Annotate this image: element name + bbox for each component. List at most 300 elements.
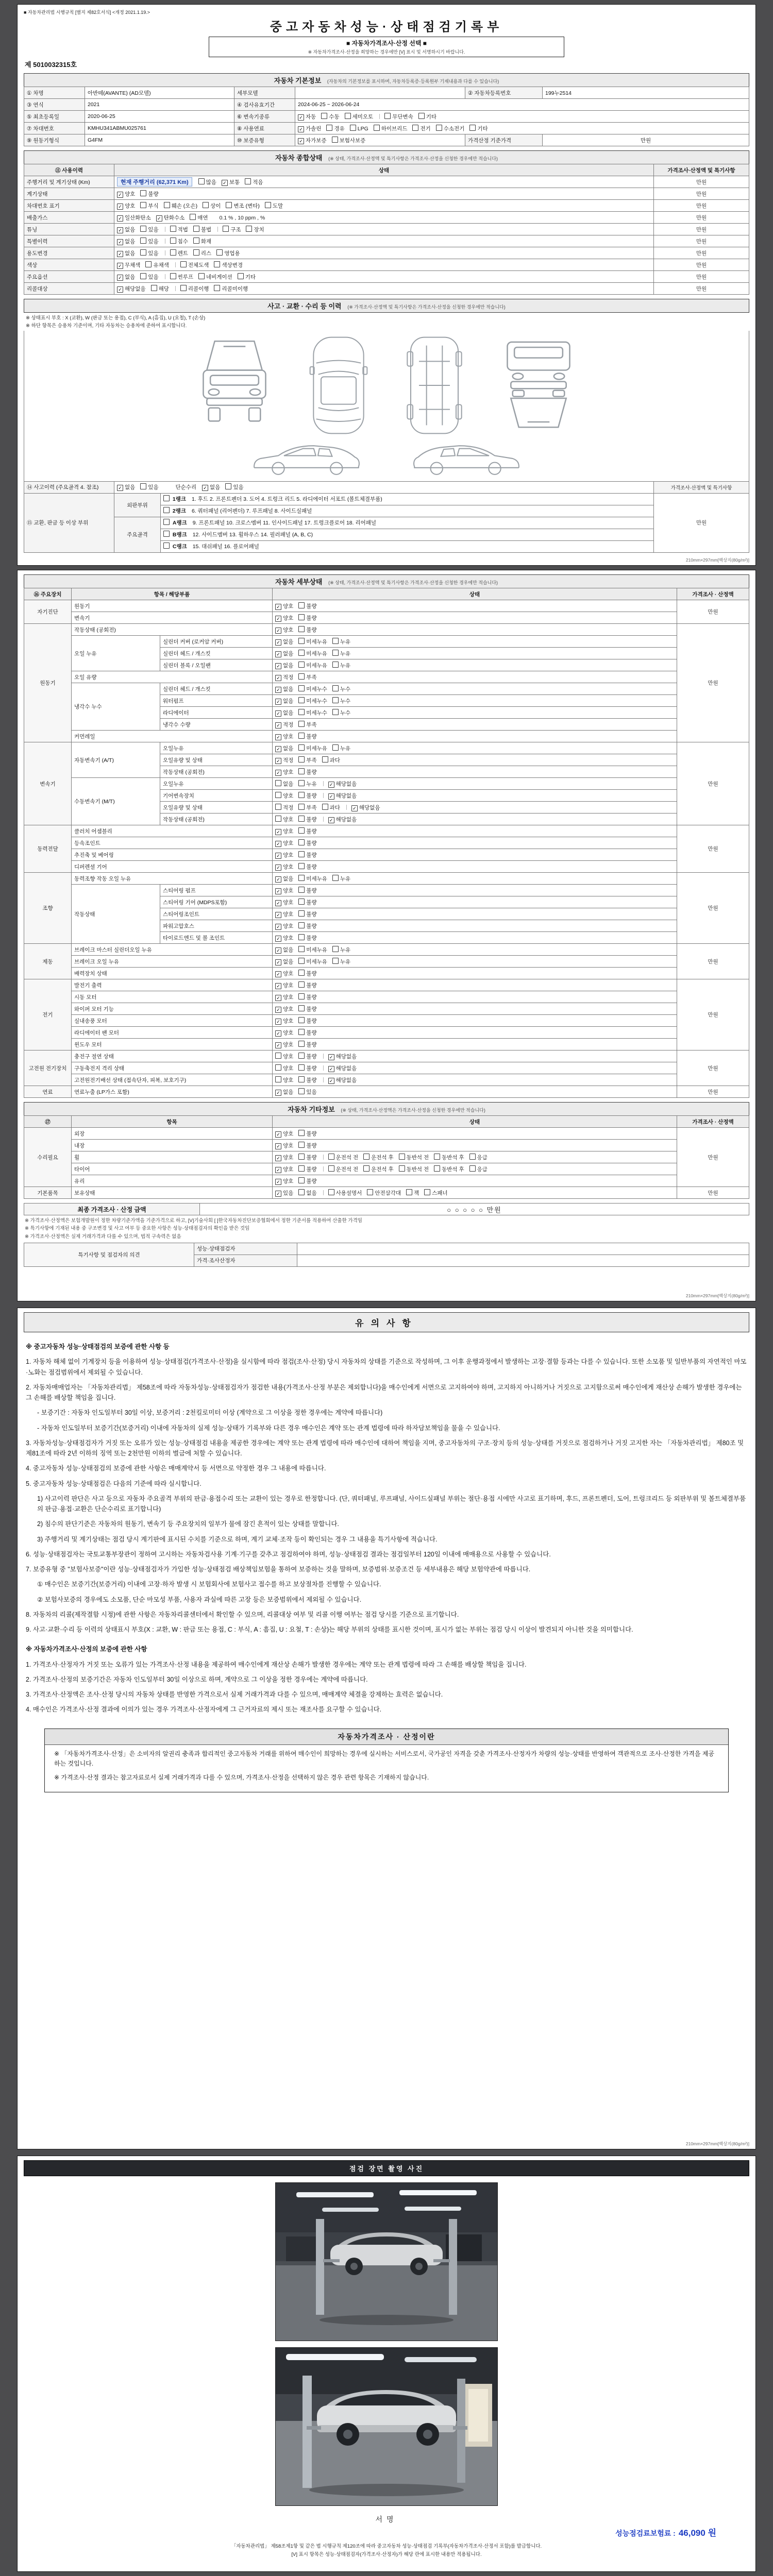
checkbox[interactable]	[226, 202, 232, 208]
subitem-label: 기어변속장치	[160, 790, 273, 802]
rank-label: A랭크	[172, 520, 187, 527]
checkbox[interactable]	[298, 887, 305, 893]
checkbox[interactable]: ✓	[275, 924, 281, 930]
notice-line: - 보증기간 : 자동차 인도일부터 30일 이상, 보증거리 : 2천킬로미터 이상 (계약으로 그 이상을 정한 경우에는 계약에 따릅니다)	[37, 1409, 383, 1417]
checkbox[interactable]	[322, 756, 328, 762]
price-survey-select-box	[209, 37, 564, 57]
checkbox[interactable]	[198, 273, 205, 279]
checkbox[interactable]	[367, 1189, 373, 1195]
checkbox[interactable]: ✓	[275, 1131, 281, 1138]
checkbox[interactable]: ✓	[222, 180, 228, 186]
checkbox[interactable]	[246, 226, 252, 232]
item-label: 리콜대상	[24, 283, 114, 295]
checkbox[interactable]	[384, 113, 391, 119]
checkbox[interactable]	[298, 970, 305, 976]
checkbox[interactable]	[298, 839, 305, 845]
checkbox[interactable]	[418, 113, 425, 119]
checkbox[interactable]: ✓	[275, 865, 281, 871]
checkbox-option	[275, 1131, 293, 1137]
checkbox[interactable]	[170, 249, 176, 256]
checkbox-label: 운전석 후	[371, 1154, 394, 1161]
checkbox[interactable]	[332, 875, 339, 881]
item-label: 내장	[72, 1140, 273, 1151]
detail-row	[24, 778, 749, 790]
checkbox[interactable]	[140, 202, 146, 208]
checkbox[interactable]	[298, 1064, 305, 1071]
checkbox[interactable]	[275, 1076, 281, 1082]
checkbox[interactable]	[275, 792, 281, 798]
checkbox-option	[436, 126, 465, 132]
checkbox[interactable]: ✓	[275, 675, 281, 681]
checkbox[interactable]: ✓	[275, 936, 281, 942]
checkbox[interactable]	[469, 1154, 476, 1160]
checkbox[interactable]	[298, 1130, 305, 1136]
checkbox[interactable]	[298, 697, 305, 703]
checkbox[interactable]: ✓	[298, 138, 304, 144]
checkbox[interactable]	[436, 125, 442, 131]
rank-label: C랭크	[172, 544, 187, 550]
checkbox[interactable]	[399, 1154, 405, 1160]
checkbox[interactable]	[298, 721, 305, 727]
checkbox[interactable]	[275, 1064, 281, 1071]
checkbox[interactable]: ✓	[275, 616, 281, 622]
checkbox[interactable]: ✓	[275, 639, 281, 646]
checkbox-label: 자가보증	[306, 137, 327, 144]
checkbox[interactable]	[170, 226, 176, 232]
checkbox[interactable]	[322, 804, 328, 810]
item-label: 발전기 출력	[72, 979, 273, 991]
checkbox[interactable]	[298, 1177, 305, 1183]
checkbox[interactable]	[298, 958, 305, 964]
checkbox-option	[418, 114, 436, 120]
fuel-options	[295, 123, 749, 134]
checkbox[interactable]	[469, 125, 476, 131]
etc-info-table	[24, 1115, 749, 1199]
checkbox-option	[117, 286, 146, 292]
checkbox-label: 무단변속	[392, 113, 413, 120]
checkbox[interactable]	[298, 934, 305, 940]
car-diagram-rear-view	[500, 336, 577, 437]
checkbox[interactable]: ✓	[275, 888, 281, 894]
checkbox[interactable]	[298, 1088, 305, 1094]
base-price-label: 가격산정 기준가격	[465, 134, 543, 146]
checkbox-option	[399, 1155, 429, 1161]
state-cell	[273, 1175, 677, 1187]
checkbox[interactable]	[298, 662, 305, 668]
checkbox[interactable]	[298, 816, 305, 822]
checkbox-option	[332, 686, 350, 692]
checkbox-option	[275, 876, 293, 882]
checkbox[interactable]	[298, 602, 305, 608]
state-cell	[273, 1140, 677, 1151]
checkbox[interactable]	[193, 249, 199, 256]
checkbox[interactable]	[163, 519, 170, 525]
checkbox[interactable]	[298, 875, 305, 881]
checkbox[interactable]	[225, 483, 231, 489]
detail-row	[24, 1039, 749, 1050]
checkbox-label: 불량	[306, 994, 317, 1001]
checkbox[interactable]	[332, 137, 338, 143]
checkbox[interactable]	[298, 1005, 305, 1011]
checkbox[interactable]: ✓	[117, 275, 123, 281]
checkbox[interactable]: ✓	[275, 971, 281, 977]
checkbox[interactable]: ✓	[117, 286, 123, 293]
detail-row	[24, 861, 749, 873]
checkbox[interactable]	[163, 507, 170, 513]
checkbox[interactable]	[298, 1041, 305, 1047]
checkbox-label: 누유	[306, 781, 317, 787]
rank-row-1	[24, 493, 749, 505]
checkbox[interactable]	[151, 285, 157, 291]
checkbox-option	[298, 923, 316, 929]
checkbox[interactable]	[298, 709, 305, 715]
checkbox[interactable]	[469, 1165, 476, 1172]
checkbox[interactable]: ✓	[275, 746, 281, 752]
checkbox[interactable]	[216, 249, 223, 256]
checkbox[interactable]	[298, 946, 305, 952]
state-cell	[273, 719, 677, 731]
checkbox[interactable]	[298, 1017, 305, 1023]
checkbox[interactable]: ✓	[275, 734, 281, 740]
checkbox[interactable]: ✓	[328, 1054, 334, 1060]
subitem-label: 오일누유	[160, 778, 273, 790]
checkbox-option	[156, 215, 185, 221]
checkbox[interactable]	[434, 1154, 440, 1160]
checkbox[interactable]: ✓	[275, 628, 281, 634]
checkbox[interactable]	[193, 226, 199, 232]
checkbox[interactable]	[163, 495, 170, 501]
checkbox[interactable]	[203, 202, 209, 208]
price-cell: 만원	[677, 873, 749, 944]
checkbox-label: 양호	[283, 603, 294, 609]
checkbox[interactable]	[298, 685, 305, 691]
checkbox[interactable]	[298, 863, 305, 869]
checkbox[interactable]: ✓	[275, 722, 281, 728]
checkbox-option	[332, 959, 350, 965]
notice-line: 9. 사고·교환·수리 등 이력의 상태표시 부호(X : 교환, W : 판금 또는 용접, C : 부식, A : 흠집, U : 요철, T : 손상)는 해당 부위의 상태를 표시한 것이며, 표시가 없는 부위는 점검 당시 이상이 발견되지 아니한 것을 의미합니다.	[26, 1626, 633, 1633]
checkbox-label: 불량	[306, 1154, 317, 1161]
checkbox[interactable]	[275, 816, 281, 822]
checkbox[interactable]	[275, 780, 281, 786]
checkbox[interactable]: ✓	[275, 687, 281, 693]
checkbox[interactable]	[198, 178, 205, 184]
checkbox-option	[434, 1155, 464, 1161]
checkbox-option	[226, 203, 259, 209]
checkbox[interactable]	[298, 1076, 305, 1082]
checkbox-label: 불량	[306, 733, 317, 740]
checkbox[interactable]	[363, 1154, 369, 1160]
checkbox[interactable]	[298, 673, 305, 680]
checkbox[interactable]: ✓	[328, 793, 334, 800]
checkbox[interactable]	[140, 190, 146, 196]
checkbox[interactable]: ✓	[275, 758, 281, 764]
checkbox-option	[275, 1018, 293, 1024]
checkbox-option	[117, 239, 135, 245]
options-divider	[323, 1190, 324, 1195]
checkbox-option	[275, 734, 293, 740]
checkbox[interactable]: ✓	[117, 239, 123, 245]
checkbox[interactable]: ✓	[298, 114, 304, 121]
section-detail-title	[24, 574, 749, 588]
checkbox[interactable]	[298, 910, 305, 917]
state-cell	[273, 659, 677, 671]
checkbox[interactable]	[328, 1165, 334, 1172]
checkbox[interactable]	[298, 1142, 305, 1148]
checkbox-label: 적정	[283, 757, 294, 764]
checkbox[interactable]: ✓	[117, 227, 123, 233]
checkbox[interactable]: ✓	[351, 805, 358, 811]
checkbox[interactable]	[298, 614, 305, 620]
checkbox[interactable]: ✓	[275, 912, 281, 918]
checkbox-label: 누유	[340, 662, 351, 669]
checkbox[interactable]	[140, 273, 146, 279]
checkbox[interactable]	[363, 1165, 369, 1172]
checkbox[interactable]: ✓	[328, 782, 334, 788]
checkbox[interactable]: ✓	[328, 817, 334, 823]
checkbox[interactable]	[298, 1154, 305, 1160]
checkbox[interactable]	[140, 249, 146, 256]
checkbox-label: 해당	[158, 285, 169, 292]
checkbox[interactable]: ✓	[117, 204, 123, 210]
checkbox[interactable]	[434, 1165, 440, 1172]
checkbox-label: 불량	[306, 887, 317, 894]
checkbox[interactable]	[298, 1053, 305, 1059]
checkbox[interactable]	[298, 650, 305, 656]
checkbox[interactable]	[328, 1189, 334, 1195]
checkbox[interactable]	[332, 744, 339, 751]
checkbox[interactable]	[275, 1053, 281, 1059]
checkbox-label: 해당없음	[125, 285, 146, 292]
checkbox[interactable]	[350, 125, 356, 131]
checkbox[interactable]: ✓	[328, 1078, 334, 1084]
checkbox-option	[332, 138, 366, 144]
checkbox[interactable]	[298, 792, 305, 798]
subitem-label: 파워고압호스	[160, 920, 273, 932]
checkbox[interactable]	[170, 273, 176, 279]
checkbox[interactable]	[238, 273, 244, 279]
checkbox[interactable]	[214, 285, 220, 291]
checkbox[interactable]: ✓	[275, 1019, 281, 1025]
checkbox-option	[275, 911, 293, 918]
checkbox[interactable]	[345, 113, 351, 119]
detail-row	[24, 1140, 749, 1151]
checkbox-label: 불법	[200, 226, 212, 233]
checkbox[interactable]	[298, 780, 305, 786]
checkbox[interactable]: ✓	[275, 983, 281, 989]
checkbox[interactable]	[193, 238, 199, 244]
checkbox[interactable]	[298, 626, 305, 632]
checkbox[interactable]	[298, 1189, 305, 1195]
checkbox[interactable]: ✓	[275, 710, 281, 717]
checkbox-label: 적정	[283, 721, 294, 728]
checkbox[interactable]: ✓	[275, 1007, 281, 1013]
checkbox[interactable]: ✓	[202, 485, 208, 491]
rank-c-cell	[161, 540, 654, 552]
checkbox[interactable]: ✓	[117, 485, 123, 491]
legal-notes	[24, 2543, 749, 2558]
state-cell	[273, 1003, 677, 1015]
final-note: ※ 가격조사·산정액은 보험개발원이 정한 차량기준가액을 기준가격으로 하고, [V]기술사회 [ ]한국자동차진단보증협회에서 정한 기준서를 적용하여 산출한 가격임	[25, 1218, 362, 1224]
checkbox[interactable]	[298, 756, 305, 762]
checkbox[interactable]	[265, 202, 271, 208]
checkbox[interactable]	[298, 922, 305, 928]
checkbox-label: 동반석 후	[442, 1154, 464, 1161]
checkbox[interactable]: ✓	[275, 900, 281, 906]
checkbox[interactable]: ✓	[275, 604, 281, 610]
checkbox[interactable]	[332, 662, 339, 668]
checkbox[interactable]	[163, 531, 170, 537]
state-cell	[273, 968, 677, 979]
item-label: 윈도우 모터	[72, 1039, 273, 1050]
group-label: 조향	[24, 873, 72, 944]
basic-row-2	[24, 99, 749, 111]
checkbox[interactable]: ✓	[275, 1167, 281, 1173]
checkbox[interactable]: ✓	[117, 263, 123, 269]
checkbox-label: 미세누유	[306, 662, 327, 669]
checkbox-option	[298, 888, 316, 894]
checkbox[interactable]	[298, 993, 305, 999]
checkbox[interactable]	[332, 709, 339, 715]
subitem-label: 실린더 커버 (로커암 커버)	[160, 636, 273, 648]
checkbox[interactable]	[180, 261, 187, 267]
checkbox[interactable]: ✓	[275, 663, 281, 669]
state-cell	[273, 837, 677, 849]
checkbox[interactable]: ✓	[275, 959, 281, 965]
item-label: 배력장치 상태	[72, 968, 273, 979]
checkbox-label: 누유	[340, 946, 351, 953]
checkbox[interactable]	[332, 638, 339, 644]
checkbox[interactable]: ✓	[275, 1030, 281, 1037]
checkbox[interactable]	[275, 804, 281, 810]
checkbox[interactable]: ✓	[275, 1042, 281, 1048]
checkbox[interactable]	[332, 650, 339, 656]
checkbox-label: 경유	[334, 125, 345, 132]
checkbox-option	[298, 1042, 316, 1048]
checkbox[interactable]: ✓	[275, 947, 281, 954]
checkbox-option	[145, 262, 169, 268]
notice-line: ※ 자동차가격조사·산정의 보증에 관한 사항	[26, 1646, 147, 1653]
checkbox-label: 없음	[283, 781, 294, 787]
checkbox[interactable]	[190, 214, 196, 220]
checkbox[interactable]	[332, 946, 339, 952]
checkbox[interactable]: ✓	[275, 770, 281, 776]
state-cell	[273, 991, 677, 1003]
checkbox-label: 양호	[283, 911, 294, 918]
detail-row	[24, 1187, 749, 1199]
checkbox-label: 누유	[340, 650, 351, 657]
item-label: 타이어	[72, 1163, 273, 1175]
checkbox-option	[298, 982, 316, 989]
price-cell: 만원	[677, 1187, 749, 1199]
checkbox[interactable]	[163, 543, 170, 549]
checkbox-option	[275, 1006, 293, 1012]
checkbox-label: 누유	[340, 875, 351, 882]
checkbox[interactable]	[298, 851, 305, 857]
checkbox-option	[117, 215, 151, 221]
checkbox[interactable]	[332, 685, 339, 691]
checkbox[interactable]: ✓	[328, 1066, 334, 1072]
checkbox[interactable]: ✓	[275, 829, 281, 835]
state-cell	[273, 1163, 677, 1175]
checkbox[interactable]	[399, 1165, 405, 1172]
checkbox[interactable]	[140, 483, 146, 489]
checkbox[interactable]	[412, 125, 418, 131]
checkbox[interactable]	[298, 638, 305, 644]
checkbox[interactable]	[170, 238, 176, 244]
checkbox[interactable]	[164, 202, 170, 208]
checkbox-option	[117, 274, 135, 280]
checkbox[interactable]: ✓	[156, 215, 162, 222]
checkbox[interactable]	[326, 125, 332, 131]
remarks-table	[24, 1243, 749, 1267]
checkbox[interactable]	[245, 178, 251, 184]
checkbox[interactable]	[328, 1154, 334, 1160]
checkbox-option	[275, 959, 293, 965]
checkbox[interactable]: ✓	[275, 1090, 281, 1096]
checkbox[interactable]	[140, 238, 146, 244]
checkbox-option	[214, 262, 243, 268]
checkbox[interactable]: ✓	[117, 192, 123, 198]
checkbox-label: 양호	[283, 923, 294, 929]
checkbox[interactable]	[332, 958, 339, 964]
checkbox[interactable]: ✓	[275, 699, 281, 705]
checkbox[interactable]	[298, 827, 305, 834]
overall-row	[24, 224, 749, 235]
checkbox[interactable]	[298, 1029, 305, 1035]
checkbox[interactable]: ✓	[275, 876, 281, 883]
page-4	[17, 2156, 756, 2572]
checkbox[interactable]: ✓	[117, 251, 123, 257]
checkbox[interactable]: ✓	[275, 1143, 281, 1149]
checkbox[interactable]: ✓	[275, 1179, 281, 1185]
checkbox[interactable]	[145, 261, 152, 267]
checkbox[interactable]	[298, 1165, 305, 1172]
checkbox[interactable]	[180, 285, 187, 291]
checkbox[interactable]	[298, 744, 305, 751]
checkbox[interactable]	[374, 125, 380, 131]
checkbox[interactable]	[298, 733, 305, 739]
checkbox[interactable]: ✓	[275, 853, 281, 859]
checkbox-label: 양호	[283, 1041, 294, 1048]
checkbox[interactable]	[424, 1189, 430, 1195]
car-diagram-underbody-view	[405, 334, 464, 437]
checkbox[interactable]: ✓	[298, 126, 304, 132]
checkbox[interactable]	[140, 226, 146, 232]
checkbox[interactable]	[214, 261, 220, 267]
checkbox[interactable]	[298, 804, 305, 810]
checkbox-option	[140, 250, 158, 257]
checkbox[interactable]	[321, 113, 327, 119]
checkbox[interactable]: ✓	[275, 1191, 281, 1197]
detail-row	[24, 1050, 749, 1062]
checkbox[interactable]: ✓	[275, 995, 281, 1001]
checkbox-option	[434, 1166, 464, 1173]
checkbox-label: 색상변경	[222, 262, 243, 268]
checkbox[interactable]: ✓	[275, 1155, 281, 1161]
checkbox[interactable]	[298, 768, 305, 774]
checkbox[interactable]	[406, 1189, 412, 1195]
checkbox[interactable]	[298, 981, 305, 988]
checkbox[interactable]: ✓	[275, 651, 281, 657]
outer-panel-label: 외판부위	[114, 493, 161, 517]
checkbox[interactable]: ✓	[275, 841, 281, 847]
checkbox-label: 양호	[125, 191, 136, 197]
checkbox[interactable]	[332, 697, 339, 703]
etc-header-row	[24, 1116, 749, 1128]
checkbox[interactable]	[223, 226, 229, 232]
checkbox[interactable]	[298, 899, 305, 905]
checkbox[interactable]: ✓	[117, 215, 123, 222]
